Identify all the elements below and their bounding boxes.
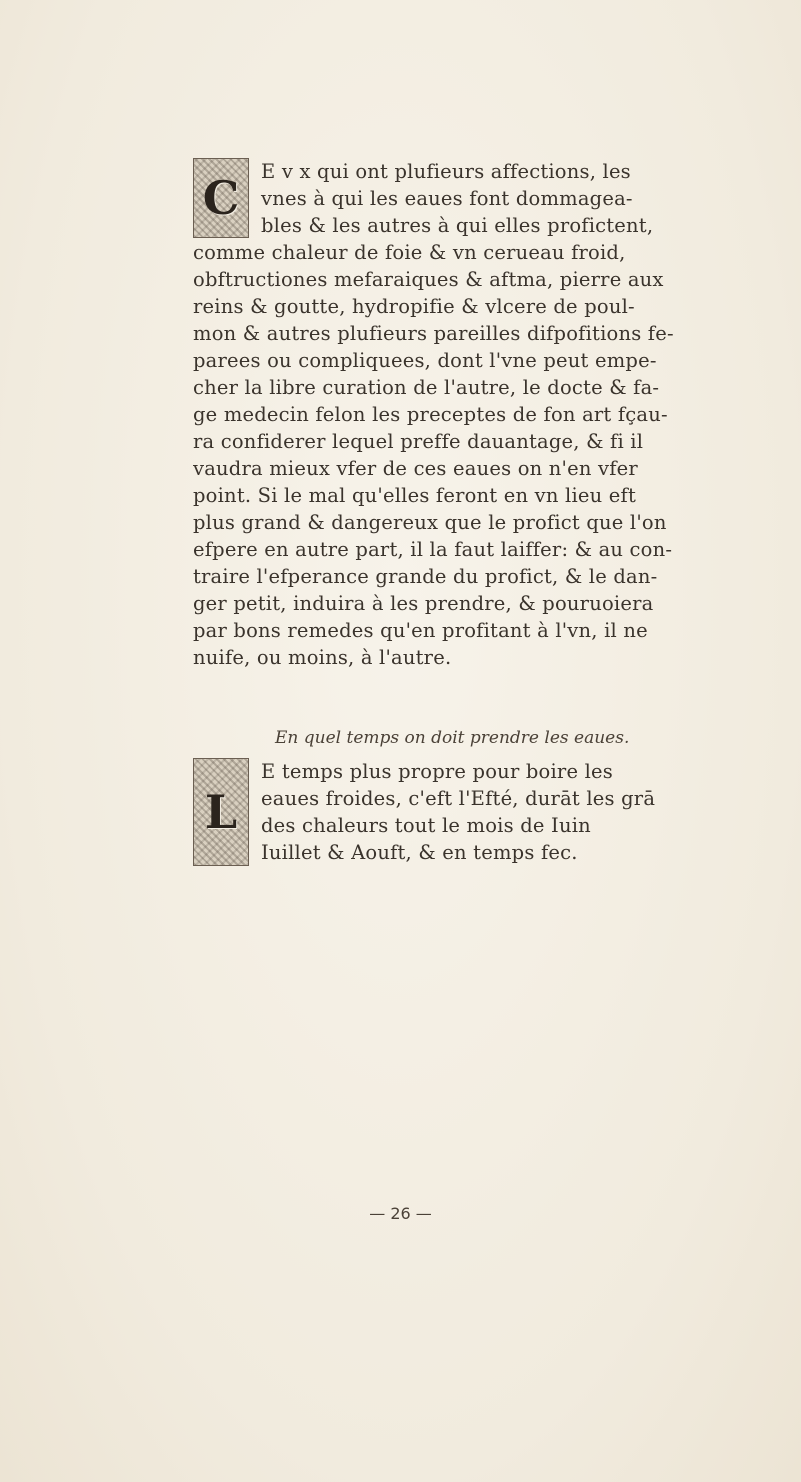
- section-heading: En quel temps on doit prendre les eaues.: [275, 728, 630, 748]
- text-line: parees ou compliquees, dont l'vne peut empe-: [193, 349, 657, 372]
- text-line: ge medecin felon les preceptes de fon art fçau-: [193, 403, 668, 426]
- text-line: vnes à qui les eaues font dommagea-: [261, 187, 633, 210]
- text-line: cher la libre curation de l'autre, le docte & fa-: [193, 376, 660, 399]
- text-line: reins & goutte, hydropifie & vlcere de poul-: [193, 295, 635, 318]
- text-line: traire l'efperance grande du profict, & le dan-: [193, 565, 658, 588]
- paragraph-1: [193, 158, 773, 671]
- text-line: eaues froides, c'eft l'Efté, durāt les grā: [261, 787, 656, 810]
- text-line: nuife, ou moins, à l'autre.: [193, 646, 452, 669]
- text-line: point. Si le mal qu'elles feront en vn lieu eft: [193, 484, 636, 507]
- text-line: vaudra mieux vfer de ces eaues on n'en vfer: [193, 457, 638, 480]
- text-line: E temps plus propre pour boire les: [261, 760, 613, 783]
- text-line: ger petit, induira à les prendre, & pouruoiera: [193, 592, 654, 615]
- text-line: par bons remedes qu'en profitant à l'vn, il ne: [193, 619, 648, 642]
- page-number: — 26 —: [369, 1204, 432, 1223]
- paragraph-2: [193, 758, 773, 866]
- text-line: bles & les autres à qui elles profictent,: [261, 214, 654, 237]
- text-line: obftructiones mefaraiques & aftma, pierre aux: [193, 268, 664, 291]
- ornamental-initial-letter: L: [204, 785, 238, 839]
- text-line: efpere en autre part, il la faut laiffer: & au con-: [193, 538, 673, 561]
- text-line: des chaleurs tout le mois de Iuin: [261, 814, 591, 837]
- text-line: plus grand & dangereux que le profict que l'on: [193, 511, 667, 534]
- text-line: ra confiderer lequel preffe dauantage, & fi il: [193, 430, 644, 453]
- text-line: comme chaleur de foie & vn cerueau froid,: [193, 241, 626, 264]
- ornamental-initial-letter: C: [202, 171, 240, 225]
- text-line: mon & autres plufieurs pareilles difpofitions fe-: [193, 322, 674, 345]
- text-line: E v x qui ont plufieurs affections, les: [261, 160, 631, 183]
- text-line: Iuillet & Aouft, & en temps fec.: [261, 841, 578, 864]
